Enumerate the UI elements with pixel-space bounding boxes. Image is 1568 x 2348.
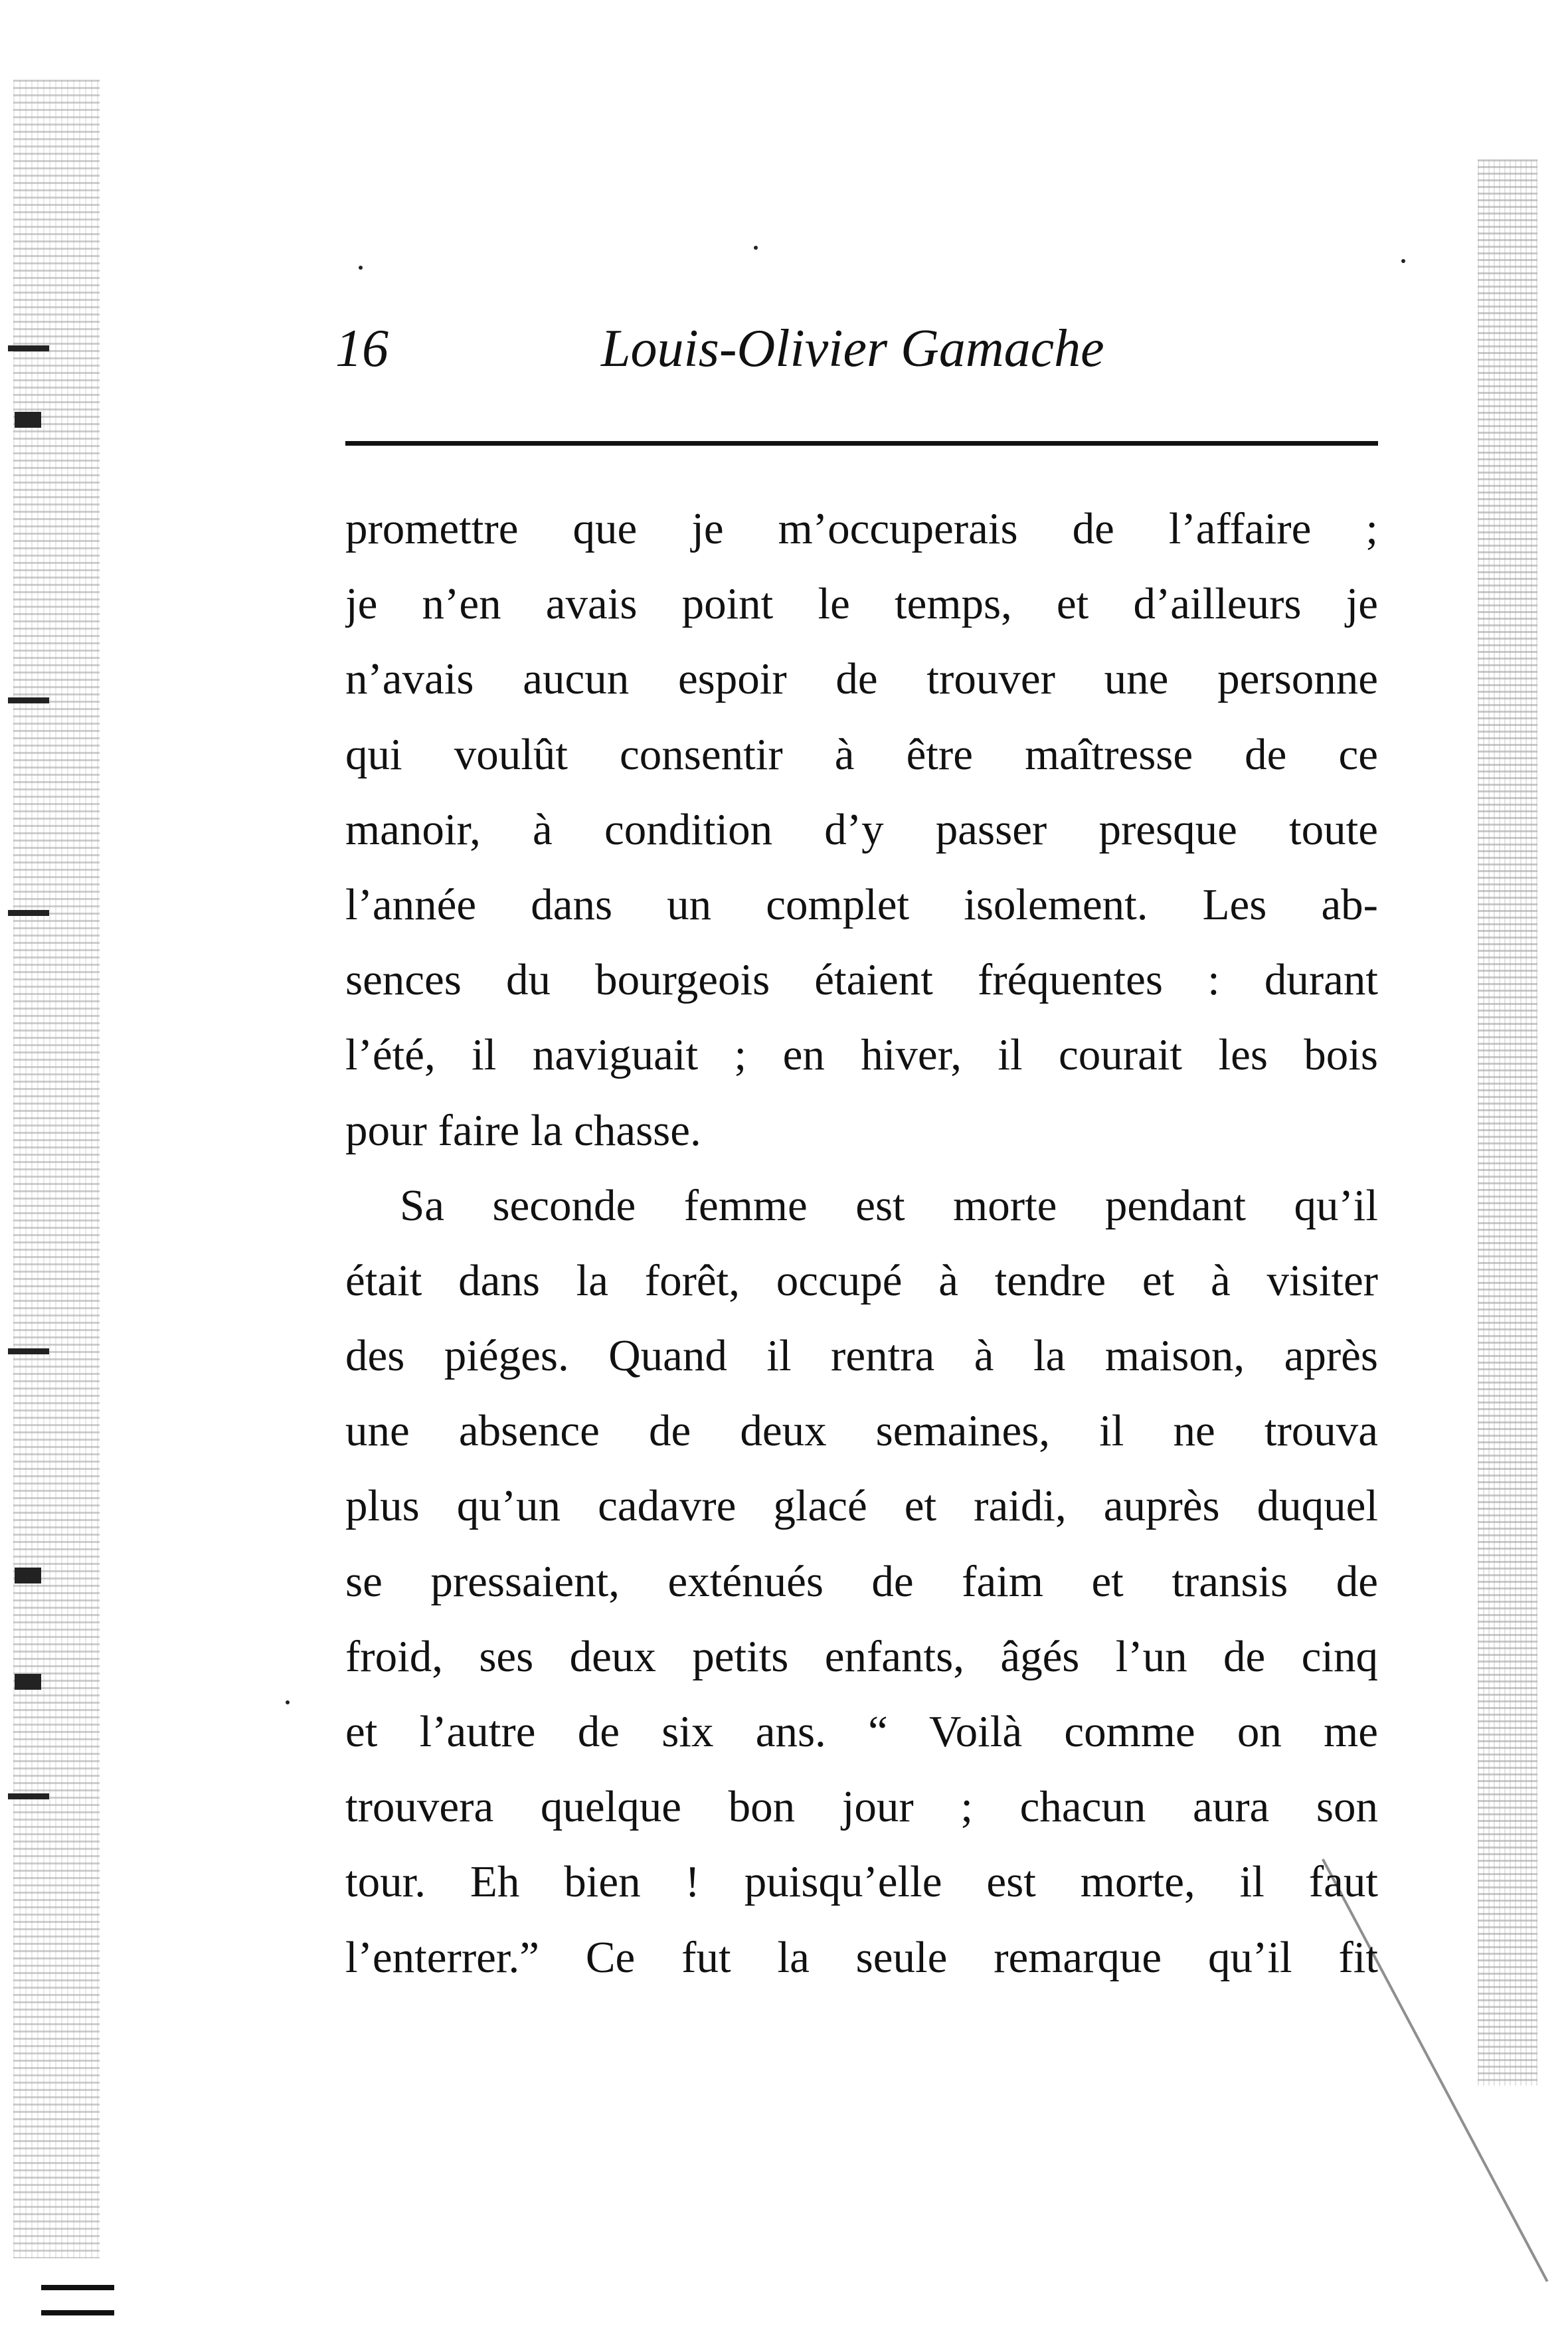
- running-title: Louis-Olivier Gamache: [601, 319, 1104, 378]
- scan-edge-mark: [8, 697, 49, 703]
- text-line: et l’autre de six ans. “ Voilà comme on me: [345, 1707, 1378, 1756]
- text-line: était dans la forêt, occupé à tendre et à visiter: [345, 1255, 1378, 1305]
- text-line: une absence de deux semaines, il ne trouva: [345, 1406, 1378, 1456]
- scan-edge-mark: [8, 345, 49, 351]
- running-head: [335, 312, 1378, 385]
- text-line: des piéges. Quand il rentra à la maison, après: [345, 1331, 1378, 1381]
- page-number: 16: [335, 319, 389, 378]
- text-line: qui voulût consentir à être maîtresse de ce: [345, 729, 1378, 779]
- text-line: trouvera quelque bon jour ; chacun aura son: [345, 1782, 1378, 1832]
- scan-bottom-edge-mark: [41, 2285, 114, 2315]
- paragraph-first-line: Sa seconde femme est morte pendant qu’il: [400, 1180, 1378, 1230]
- text-line: n’avais aucun espoir de trouver une personne: [345, 654, 1378, 704]
- scan-right-edge-artifact: [1478, 159, 1537, 2086]
- text-line: je n’en avais point le temps, et d’ailleurs je: [345, 579, 1378, 629]
- scan-edge-mark: [8, 1348, 49, 1354]
- text-line: l’été, il naviguait ; en hiver, il courait les bois: [345, 1030, 1378, 1080]
- header-rule: [345, 441, 1378, 446]
- scan-speck: [286, 1700, 290, 1704]
- text-line: froid, ses deux petits enfants, âgés l’un de cinq: [345, 1631, 1378, 1681]
- text-line: manoir, à condition d’y passer presque toute: [345, 804, 1378, 854]
- text-line: l’année dans un complet isolement. Les ab-: [345, 879, 1378, 929]
- text-line: tour. Eh bien ! puisqu’elle est morte, il faut: [345, 1857, 1378, 1907]
- scan-edge-mark: [8, 910, 49, 916]
- scan-speck: [754, 246, 758, 250]
- text-line: promettre que je m’occuperais de l’affaire ;: [345, 504, 1378, 553]
- scan-edge-mark: [15, 1568, 41, 1583]
- body-text: [345, 492, 1378, 1995]
- scan-left-edge-artifact: [13, 80, 100, 2258]
- text-line: pour faire la chasse.: [345, 1105, 701, 1155]
- scan-edge-mark: [15, 412, 41, 428]
- text-line: plus qu’un cadavre glacé et raidi, auprès duquel: [345, 1481, 1378, 1531]
- scan-speck: [359, 266, 363, 270]
- scan-edge-mark: [8, 1793, 49, 1799]
- scan-speck: [1401, 259, 1405, 263]
- text-line: se pressaient, exténués de faim et transis de: [345, 1556, 1378, 1606]
- text-line: sences du bourgeois étaient fréquentes : durant: [345, 955, 1378, 1005]
- text-line: l’enterrer.” Ce fut la seule remarque qu’il fit: [345, 1932, 1378, 1982]
- scan-edge-mark: [15, 1674, 41, 1690]
